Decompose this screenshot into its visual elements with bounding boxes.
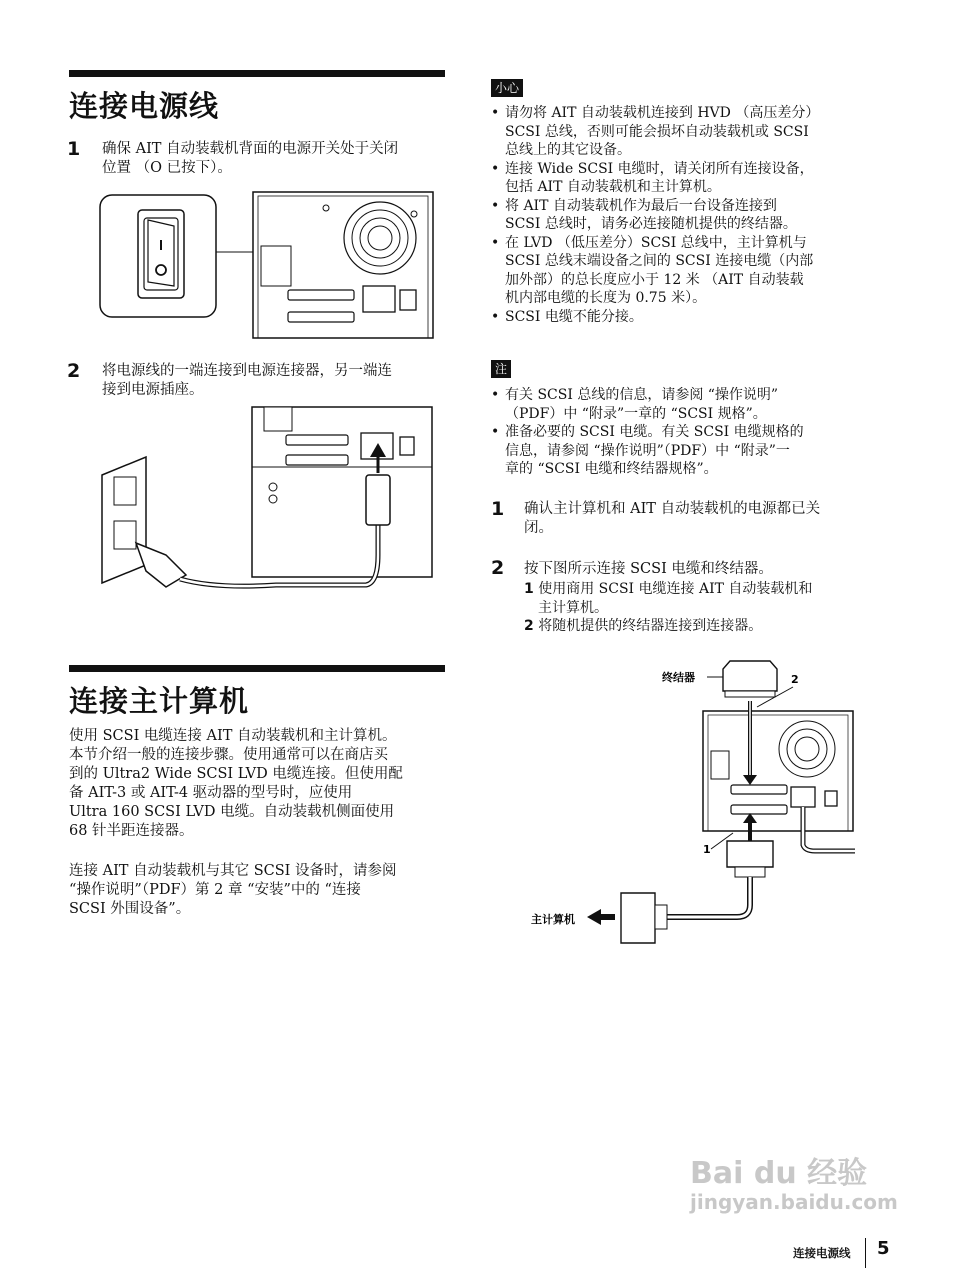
- list-item: [491, 308, 881, 327]
- section-rule-power: [69, 70, 445, 77]
- para-line: 备 AIT-3 或 AIT-4 驱动器的型号时，应使用: [69, 785, 353, 801]
- caution-list: [491, 104, 881, 326]
- heading-power-cable: 连接电源线: [69, 89, 220, 123]
- list-item: [491, 234, 881, 308]
- footer-section-title: 连接电源线: [793, 1246, 851, 1260]
- watermark-logo: Bai du 经验: [690, 1156, 868, 1191]
- list-line: SCSI 总线，否则可能会损坏自动装载机或 SCSI: [505, 123, 809, 140]
- step-line: 确保 AIT 自动装载机背面的电源开关处于关闭: [102, 141, 399, 157]
- step-text: [102, 140, 398, 178]
- host-reference-paragraph: [69, 862, 397, 919]
- sub-step-line: 使用商用 SCSI 电缆连接 AIT 自动装载机和: [538, 581, 813, 597]
- terminator-label: 终结器: [662, 671, 695, 684]
- step-line: 按下图所示连接 SCSI 电缆和终结器。: [524, 561, 773, 577]
- sub-step-number: 2: [524, 618, 534, 634]
- power-switch-figure: [98, 190, 446, 340]
- para-line: 到的 Ultra2 Wide SCSI LVD 电缆连接。但使用配: [69, 766, 403, 782]
- watermark-url: jingyan.baidu.com: [690, 1190, 898, 1214]
- list-line: • SCSI 电缆不能分接。: [505, 308, 643, 325]
- footer-divider: [865, 1238, 866, 1268]
- list-line: • 有关 SCSI 总线的信息，请参阅 “操作说明”: [505, 387, 779, 403]
- host-intro-paragraph: [69, 727, 403, 841]
- section-rule-host: [69, 665, 445, 672]
- step-number: 1: [67, 138, 81, 160]
- para-line: 使用 SCSI 电缆连接 AIT 自动装载机和主计算机。: [69, 728, 397, 744]
- step-text: [524, 560, 773, 579]
- list-line: 总线上的其它设备。: [505, 142, 631, 158]
- callout-1: 1: [703, 843, 711, 856]
- sub-step-line: 主计算机。: [538, 599, 608, 616]
- heading-host-computer: 连接主计算机: [69, 684, 250, 718]
- list-line: • 请勿将 AIT 自动装载机连接到 HVD （高压差分）: [505, 105, 820, 121]
- sub-step: [524, 580, 812, 636]
- step-line: 位置 （O 已按下）。: [102, 160, 232, 176]
- list-line: • 将 AIT 自动装载机作为最后一台设备连接到: [505, 197, 777, 214]
- para-line: 连接 AIT 自动装载机与其它 SCSI 设备时，请参阅: [69, 863, 397, 879]
- step-number: 2: [67, 360, 81, 382]
- sub-step-line: 将随机提供的终结器连接到连接器。: [538, 618, 763, 634]
- list-line: SCSI 总线末端设备之间的 SCSI 连接电缆（内部: [505, 253, 814, 269]
- para-line: 本节介绍一般的连接步骤。使用通常可以在商店买: [69, 747, 388, 763]
- list-line: 包括 AIT 自动装载机和主计算机。: [505, 179, 721, 195]
- step-line: 确认主计算机和 AIT 自动装载机的电源都已关: [524, 501, 821, 517]
- sub-step-number: 1: [524, 581, 534, 597]
- list-line: （PDF）中 “附录”一章的 “SCSI 规格”。: [505, 405, 767, 422]
- page-number: 5: [877, 1238, 890, 1259]
- step-line: 闭。: [524, 520, 553, 536]
- list-item: [491, 160, 881, 197]
- step-line: 接到电源插座。: [102, 382, 204, 398]
- caution-tag: 小心: [491, 79, 523, 97]
- list-line: 信息，请参阅 “操作说明”（PDF）中 “附录”一: [505, 442, 790, 459]
- step-text: [102, 362, 392, 400]
- list-line: 机内部电缆的长度为 0.75 米）。: [505, 290, 707, 306]
- list-item: [491, 386, 881, 423]
- scsi-connection-figure: [525, 655, 865, 945]
- list-line: • 准备必要的 SCSI 电缆。有关 SCSI 电缆规格的: [505, 424, 804, 440]
- list-item: [491, 423, 881, 479]
- list-line: • 在 LVD （低压差分）SCSI 总线中，主计算机与: [505, 234, 807, 251]
- step-number: 1: [491, 498, 505, 520]
- callout-2: 2: [791, 673, 799, 686]
- list-line: • 连接 Wide SCSI 电缆时，请关闭所有连接设备，: [505, 160, 814, 177]
- step-text: [524, 500, 820, 538]
- step-line: 将电源线的一端连接到电源连接器，另一端连: [102, 363, 392, 379]
- list-item: [491, 104, 881, 160]
- power-cord-figure: [96, 405, 446, 605]
- para-line: “操作说明”（PDF）第 2 章 “安装”中的 “连接: [69, 882, 361, 898]
- note-list: [491, 386, 881, 479]
- para-line: 68 针半距连接器。: [69, 823, 194, 839]
- para-line: Ultra 160 SCSI LVD 电缆。自动装载机侧面使用: [69, 804, 395, 820]
- list-line: 加外部）的总长度应小于 12 米 （AIT 自动装载: [505, 271, 804, 288]
- host-computer-label: 主计算机: [531, 913, 575, 926]
- step-number: 2: [491, 557, 505, 579]
- list-line: SCSI 总线时，请务必连接随机提供的终结器。: [505, 216, 797, 232]
- note-tag: 注: [491, 360, 511, 378]
- para-line: SCSI 外围设备”。: [69, 901, 191, 917]
- list-item: [491, 197, 881, 234]
- list-line: 章的 “SCSI 电缆和终结器规格”。: [505, 461, 718, 477]
